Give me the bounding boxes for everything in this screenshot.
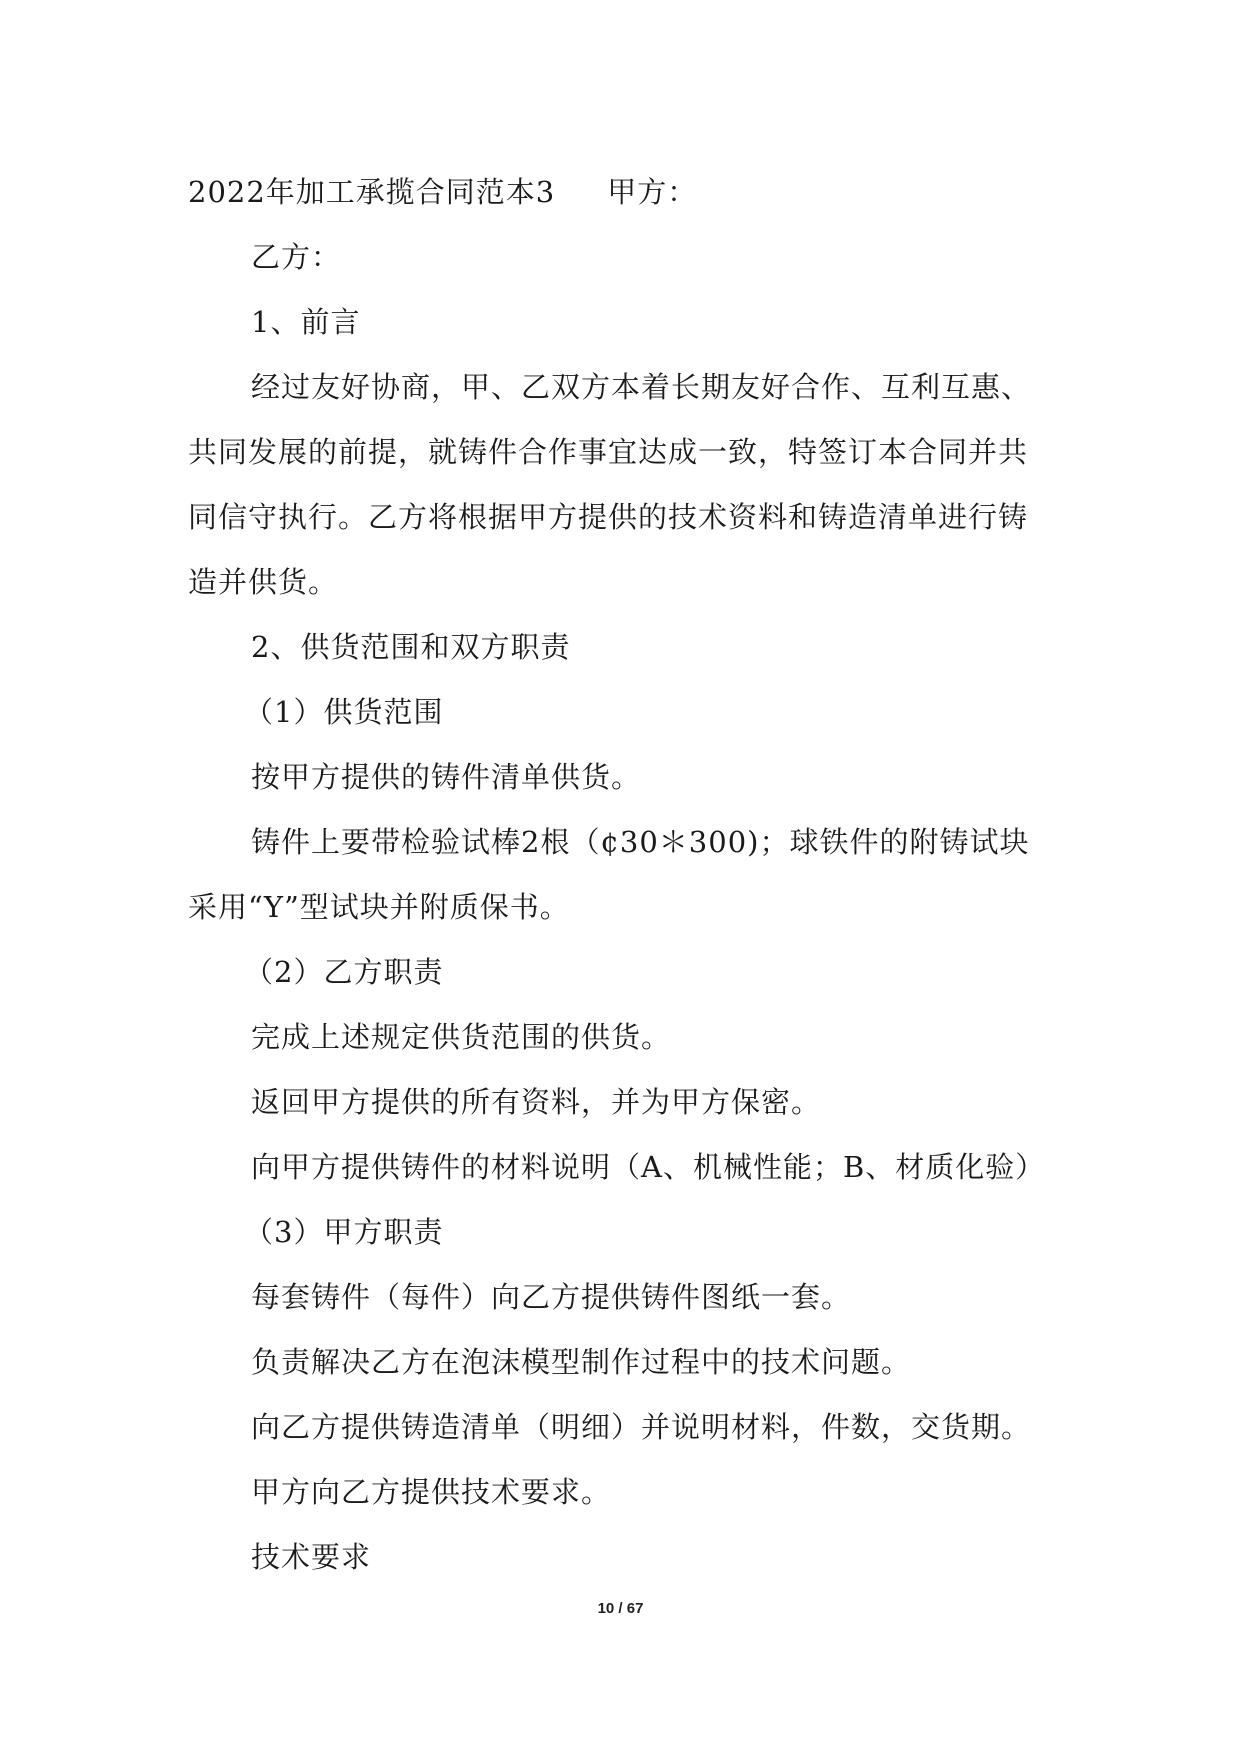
party-a-label: 甲方： [607, 175, 698, 209]
subsection-heading-party-a-duties: （3）甲方职责 [244, 1215, 444, 1249]
paragraph-line: 负责解决乙方在泡沫模型制作过程中的技术问题。 [251, 1345, 912, 1379]
paragraph-line: 经过友好协商，甲、乙双方本着长期友好合作、互利互惠、 [251, 370, 1032, 404]
page-number: 10 / 67 [597, 1600, 644, 1617]
paragraph-line: 按甲方提供的铸件清单供货。 [251, 760, 642, 794]
paragraph-line: 向乙方提供铸造清单（明细）并说明材料，件数，交货期。 [251, 1410, 1032, 1444]
paragraph-line: 向甲方提供铸件的材料说明（A、机械性能；B、材质化验） [251, 1150, 1046, 1184]
paragraph-line: 返回甲方提供的所有资料，并为甲方保密。 [251, 1085, 822, 1119]
paragraph-line: 采用“Y”型试块并附质保书。 [188, 890, 570, 924]
title-line [188, 160, 1058, 225]
paragraph-line: 同信守执行。乙方将根据甲方提供的技术资料和铸造清单进行铸 [188, 500, 1029, 534]
section-heading-preface: 1、前言 [251, 305, 361, 339]
section-heading-scope: 2、供货范围和双方职责 [251, 630, 571, 664]
paragraph-line: 甲方向乙方提供技术要求。 [251, 1475, 612, 1509]
document-body [188, 160, 1058, 1590]
party-b-label: 乙方： [251, 240, 342, 274]
paragraph-line: 完成上述规定供货范围的供货。 [251, 1020, 672, 1054]
paragraph-line: 共同发展的前提，就铸件合作事宜达成一致，特签订本合同并共 [188, 435, 1029, 469]
section-heading-tech-requirements: 技术要求 [251, 1540, 372, 1574]
paragraph-line: 铸件上要带检验试棒2根（¢30＊300)；球铁件的附铸试块 [251, 825, 1030, 859]
document-title: 2022年加工承揽合同范本3 [188, 175, 556, 209]
subsection-heading-party-b-duties: （2）乙方职责 [244, 955, 444, 989]
paragraph-line: 每套铸件（每件）向乙方提供铸件图纸一套。 [251, 1280, 852, 1314]
paragraph-line: 造并供货。 [188, 565, 339, 599]
subsection-heading-supply-scope: （1）供货范围 [244, 695, 444, 729]
